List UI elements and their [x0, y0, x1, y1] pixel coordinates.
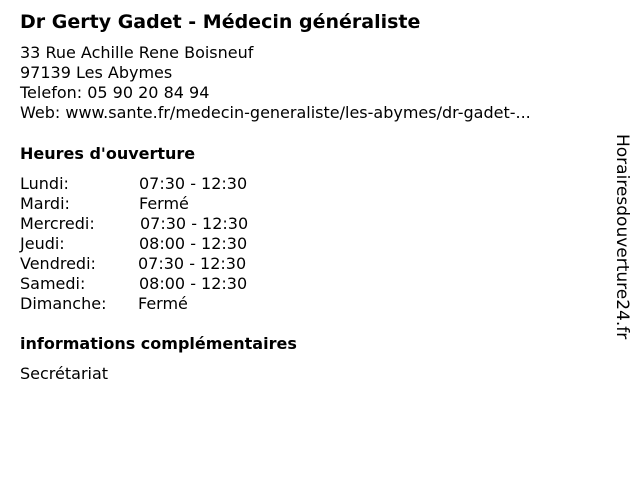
time-value: Fermé — [139, 194, 189, 213]
day-label: Jeudi: — [20, 234, 65, 253]
time-value: 07:30 - 12:30 — [138, 254, 247, 273]
city-address: 97139 Les Abymes — [20, 63, 173, 82]
address-block — [20, 43, 531, 123]
time-value: 07:30 - 12:30 — [140, 214, 249, 233]
day-label: Mercredi: — [20, 214, 95, 233]
page-title: Dr Gerty Gadet - Médecin généraliste — [20, 11, 421, 33]
day-label: Dimanche: — [20, 294, 107, 313]
day-label: Mardi: — [20, 194, 70, 213]
info-text: Secrétariat — [20, 364, 109, 383]
time-value: Fermé — [138, 294, 188, 313]
day-label: Lundi: — [20, 174, 69, 193]
day-label: Vendredi: — [20, 254, 96, 273]
website-link[interactable]: Web: www.sante.fr/medecin-generaliste/les-abymes/dr-gadet-... — [20, 103, 531, 122]
time-value: 07:30 - 12:30 — [139, 174, 248, 193]
time-value: 08:00 - 12:30 — [139, 274, 248, 293]
watermark-text: Horairesdouverture24.fr — [612, 134, 632, 340]
day-label: Samedi: — [20, 274, 86, 293]
street-address: 33 Rue Achille Rene Boisneuf — [20, 43, 254, 62]
info-heading: informations complémentaires — [20, 334, 297, 353]
hours-heading: Heures d'ouverture — [20, 144, 196, 163]
site-watermark — [612, 134, 632, 346]
phone-number: Telefon: 05 90 20 84 94 — [20, 83, 210, 102]
time-value: 08:00 - 12:30 — [139, 234, 248, 253]
